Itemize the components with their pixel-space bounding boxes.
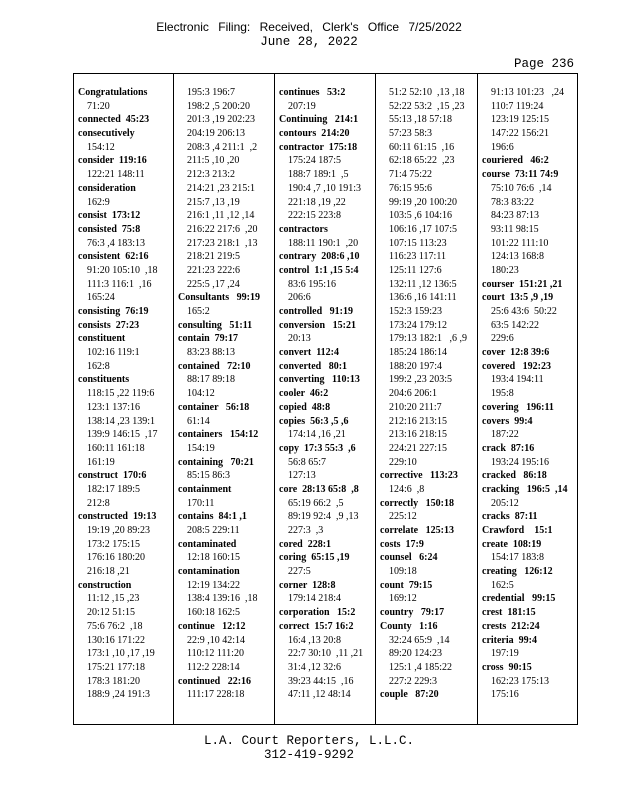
index-term: covered 192:23 [482,360,551,372]
index-page-refs: 127:13 [288,470,316,482]
index-term: copied 48:8 [279,401,331,413]
index-term: credential 99:15 [482,593,556,605]
index-page-refs: 179:13 182:1 ,6 ,9 [389,333,468,345]
index-page-refs: 89:20 124:23 [389,648,443,660]
index-page-refs: 78:3 83:22 [491,196,535,208]
index-page-refs: 76:3 ,4 183:13 [87,237,146,249]
index-page-refs: 169:12 [389,593,417,605]
index-page-refs: 165:24 [87,292,115,304]
index-page-refs: 138:4 139:16 ,18 [187,593,258,605]
index-page-refs: 179:14 218:4 [288,593,342,605]
index-term: contaminated [178,538,237,550]
index-page-refs: 229:10 [389,456,417,468]
index-page-refs: 227:5 [288,566,311,578]
index-page-refs: 104:12 [187,388,215,400]
index-term: consist 173:12 [78,210,141,222]
index-page-refs: 20:12 51:15 [87,607,136,619]
index-page-refs: 206:6 [288,292,311,304]
index-page-refs: 39:23 44:15 ,16 [288,675,354,687]
index-term: contractors [279,223,328,235]
index-page-refs: 174:14 ,16 ,21 [288,429,346,441]
index-page-refs: 88:17 89:18 [187,374,236,386]
index-page-refs: 32:24 65:9 ,14 [389,634,450,646]
index-term: cross 90:15 [482,661,532,673]
reporter-name: L.A. Court Reporters, L.L.C. [203,734,415,748]
index-term: core 28:13 65:8 ,8 [279,483,359,495]
index-page-refs: 22:7 30:10 ,11 ,21 [288,648,364,660]
index-page-refs: 176:16 180:20 [87,552,146,564]
index-page-refs: 162:8 [87,360,110,372]
index-page-refs: 147:22 156:21 [491,128,550,140]
index-page-refs: 116:23 117:11 [389,251,446,263]
index-term: corrective 113:23 [380,470,458,482]
index-page-refs: 175:16 [491,689,519,701]
index-term: contrary 208:6 ,10 [279,251,360,263]
index-term: constituent [78,333,126,345]
index-page-refs: 218:21 219:5 [187,251,241,263]
index-page-refs: 221:18 ,19 ,22 [288,196,346,208]
index-page-refs: 213:16 218:15 [389,429,448,441]
index-page-refs: 187:22 [491,429,519,441]
index-page-refs: 204:6 206:1 [389,388,438,400]
index-term: continued 22:16 [178,675,252,687]
index-term: corner 128:8 [279,579,336,591]
index-page-refs: 125:1 ,4 185:22 [389,661,453,673]
index-column-5 [478,74,579,724]
deposition-date: June 28, 2022 [260,35,358,49]
reporter-footer [0,734,618,762]
index-page-refs: 12:18 160:15 [187,552,241,564]
index-page-refs: 111:3 116:1 ,16 [87,278,152,290]
index-term: cover 12:8 39:6 [482,347,550,359]
index-page-refs: 210:20 211:7 [389,401,442,413]
index-page-refs: 215:7 ,13 ,19 [187,196,240,208]
index-term: consecutively [78,128,135,140]
index-column-3 [275,74,376,724]
index-term: course 73:11 74:9 [482,169,559,181]
index-page-refs: 106:16 ,17 107:5 [389,223,458,235]
index-term: country 79:17 [380,607,445,619]
index-page-refs: 84:23 87:13 [491,210,540,222]
index-term: constructed 19:13 [78,511,157,523]
index-term: continue 12:12 [178,620,246,632]
index-term: courser 151:21 ,21 [482,278,563,290]
index-term: contain 79:17 [178,333,238,345]
index-page-refs: 195:8 [491,388,514,400]
index-page-refs: 61:14 [187,415,210,427]
index-page-refs: 51:2 52:10 ,13 ,18 [389,87,465,98]
index-page-refs: 201:3 ,19 202:23 [187,114,256,126]
index-page-refs: 198:2 ,5 200:20 [187,100,251,112]
index-page-refs: 110:7 119:24 [491,100,544,112]
index-page-refs: 132:11 ,12 136:5 [389,278,457,290]
index-page-refs: 83:6 195:16 [288,278,337,290]
index-page-refs: 101:22 111:10 [491,237,549,249]
index-term: converting 110:13 [279,374,360,386]
index-page-refs: 19:19 ,20 89:23 [87,525,151,536]
index-page-refs: 162:5 [491,579,514,591]
index-page-refs: 162:23 175:13 [491,675,550,687]
index-term: covering 196:11 [482,401,554,413]
index-column-1 [74,74,174,724]
index-page-refs: 91:13 101:23 ,24 [491,87,565,98]
index-page-refs: 212:16 213:15 [389,415,448,427]
index-page-refs: 154:19 [187,442,215,454]
index-term: converted 80:1 [279,360,348,372]
page-number: Page 236 [513,57,574,71]
index-page-refs: 211:5 ,10 ,20 [187,155,240,167]
index-term: containers 154:12 [178,429,259,441]
index-term: counsel 6:24 [380,552,438,564]
index-page-refs: 71:4 75:22 [389,169,433,181]
index-page-refs: 225:5 ,17 ,24 [187,278,240,290]
index-page-refs: 62:18 65:22 ,23 [389,155,455,167]
index-page-refs: 138:14 ,23 139:1 [87,415,156,427]
index-page-refs: 31:4 ,12 32:6 [288,661,342,673]
index-page-refs: 55:13 ,18 57:18 [389,114,453,126]
index-term: containment [178,483,232,495]
index-term: Crawford 15:1 [482,525,553,536]
index-page-refs: 22:9 ,10 42:14 [187,634,246,646]
index-page-refs: 112:2 228:14 [187,661,240,673]
index-page-refs: 162:9 [87,196,110,208]
index-term: creating 126:12 [482,566,553,578]
index-page-refs: 208:3 ,4 211:1 ,2 [187,141,258,153]
index-term: container 56:18 [178,401,250,413]
index-page-refs: 196:6 [491,141,514,153]
index-term: contours 214:20 [279,128,350,140]
index-page-refs: 60:11 61:15 ,16 [389,141,455,153]
index-column-4 [376,74,478,724]
index-page-refs: 107:15 113:23 [389,237,447,249]
index-term: contractor 175:18 [279,141,358,153]
index-term: constituents [78,374,130,386]
index-page-refs: 175:24 187:5 [288,155,342,167]
index-page-refs: 160:18 162:5 [187,607,241,619]
index-page-refs: 185:24 186:14 [389,347,448,359]
index-page-refs: 130:16 171:22 [87,634,146,646]
index-term: consisting 76:19 [78,306,149,317]
index-term: Consultants 99:19 [178,292,260,304]
index-page-refs: 99:19 ,20 100:20 [389,196,458,208]
index-page-refs: 207:19 [288,100,316,112]
index-page-refs: 173:2 175:15 [87,538,141,550]
index-page-refs: 214:21 ,23 215:1 [187,182,256,194]
index-term: contains 84:1 ,1 [178,511,247,523]
index-term: consideration [78,182,136,194]
index-page-refs: 20:13 [288,333,311,345]
index-term: Congratulations [78,87,148,98]
index-term: crests 212:24 [482,620,540,632]
index-page-refs: 152:3 159:23 [389,306,443,317]
index-page-refs: 216:1 ,11 ,12 ,14 [187,210,255,222]
index-term: Continuing 214:1 [279,114,359,126]
index-term: County 1:16 [380,620,438,632]
index-page-refs: 212:8 [87,497,110,509]
index-page-refs: 205:12 [491,497,519,509]
index-term: couriered 46:2 [482,155,549,167]
index-page-refs: 102:16 119:1 [87,347,140,359]
index-term: criteria 99:4 [482,634,537,646]
index-page-refs: 160:11 161:18 [87,442,145,454]
index-term: contained 72:10 [178,360,251,372]
index-page-refs: 12:19 134:22 [187,579,241,591]
word-index-table [73,73,578,725]
index-page-refs: 63:5 142:22 [491,319,540,331]
index-page-refs: 227:3 ,3 [288,525,324,536]
index-page-refs: 111:17 228:18 [187,689,245,701]
index-page-refs: 175:21 177:18 [87,661,146,673]
index-page-refs: 182:17 189:5 [87,483,141,495]
index-page-refs: 89:19 92:4 ,9 ,13 [288,511,359,523]
index-term: convert 112:4 [279,347,339,359]
index-page-refs: 222:15 223:8 [288,210,342,222]
index-term: costs 17:9 [380,538,424,550]
index-page-refs: 75:6 76:2 ,18 [87,620,143,632]
index-page-refs: 193:4 194:11 [491,374,544,386]
index-term: corporation 15:2 [279,607,356,619]
index-page-refs: 197:19 [491,648,519,660]
index-term: copies 56:3 ,5 ,6 [279,415,349,427]
index-term: coring 65:15 ,19 [279,552,350,564]
index-term: create 108:19 [482,538,542,550]
index-page-refs: 170:11 [187,497,215,509]
index-page-refs: 225:12 [389,511,417,523]
index-page-refs: 85:15 86:3 [187,470,231,482]
index-term: cooler 46:2 [279,388,329,400]
index-page-refs: 227:2 229:3 [389,675,438,687]
index-page-refs: 122:21 148:11 [87,169,145,181]
index-page-refs: 109:18 [389,566,417,578]
index-term: conversion 15:21 [279,319,356,331]
index-term: consulting 51:11 [178,319,253,331]
index-page-refs: 173:24 179:12 [389,319,448,331]
index-term: consistent 62:16 [78,251,149,263]
index-page-refs: 75:10 76:6 ,14 [491,182,552,194]
reporter-phone: 312-419-9292 [263,748,354,762]
index-page-refs: 188:20 197:4 [389,360,443,372]
index-page-refs: 16:4 ,13 20:8 [288,634,342,646]
index-term: continues 53:2 [279,87,346,98]
index-term: consisted 75:8 [78,223,141,235]
index-term: construct 170:6 [78,470,147,482]
index-term: copy 17:3 55:3 ,6 [279,442,356,454]
index-page-refs: 93:11 98:15 [491,223,539,235]
index-page-refs: 161:19 [87,456,115,468]
index-page-refs: 229:6 [491,333,514,345]
index-page-refs: 221:23 222:6 [187,264,241,276]
index-term: cracking 196:5 ,14 [482,483,568,495]
index-page-refs: 123:1 137:16 [87,401,141,413]
filing-stamp-line: Electronic Filing: Received, Clerk's Office 7/25/2022 [156,20,462,34]
index-page-refs: 56:8 65:7 [288,456,327,468]
index-term: cracked 86:18 [482,470,547,482]
index-page-refs: 216:18 ,21 [87,566,130,578]
index-page-refs: 224:21 227:15 [389,442,448,454]
index-page-refs: 76:15 95:6 [389,182,433,194]
index-term: cored 228:1 [279,538,332,550]
index-page-refs: 188:11 190:1 ,20 [288,237,359,249]
index-term: court 13:5 ,9 ,19 [482,292,554,304]
index-term: correctly 150:18 [380,497,454,509]
index-page-refs: 136:6 ,16 141:11 [389,292,457,304]
index-page-refs: 103:5 ,6 104:16 [389,210,453,222]
index-page-refs: 193:24 195:16 [491,456,550,468]
index-term: containing 70:21 [178,456,254,468]
index-page-refs: 216:22 217:6 ,20 [187,223,258,235]
index-page-refs: 125:11 127:6 [389,264,442,276]
index-page-refs: 154:12 [87,141,115,153]
index-page-refs: 204:19 206:13 [187,128,246,140]
index-term: correct 15:7 16:2 [279,620,354,632]
index-page-refs: 124:13 168:8 [491,251,545,263]
index-page-refs: 154:17 183:8 [491,552,545,564]
index-page-refs: 139:9 146:15 ,17 [87,429,158,441]
index-term: connected 45:23 [78,114,150,126]
index-term: correlate 125:13 [380,525,454,536]
index-term: consider 119:16 [78,155,147,167]
index-page-refs: 52:22 53:2 ,15 ,23 [389,100,465,112]
index-column-2 [174,74,275,724]
index-page-refs: 199:2 ,23 203:5 [389,374,453,386]
index-page-refs: 11:12 ,15 ,23 [87,593,140,605]
index-page-refs: 83:23 88:13 [187,347,236,359]
index-term: couple 87:20 [380,689,439,701]
index-page-refs: 188:7 189:1 ,5 [288,169,349,181]
index-page-refs: 188:9 ,24 191:3 [87,689,151,701]
index-page-refs: 178:3 181:20 [87,675,141,687]
index-page-refs: 118:15 ,22 119:6 [87,388,155,400]
index-page-refs: 91:20 105:10 ,18 [87,264,158,276]
index-term: construction [78,579,132,591]
index-term: count 79:15 [380,579,433,591]
index-page-refs: 25:6 43:6 50:22 [491,306,557,317]
index-term: cracks 87:11 [482,511,538,523]
index-term: control 1:1 ,15 5:4 [279,264,359,276]
index-term: covers 99:4 [482,415,533,427]
index-page-refs: 65:19 66:2 ,5 [288,497,344,509]
index-term: crest 181:15 [482,607,536,619]
index-page-refs: 110:12 111:20 [187,648,244,660]
index-page-refs: 71:20 [87,100,110,112]
index-page-refs: 173:1 ,10 ,17 ,19 [87,648,155,660]
index-page-refs: 124:6 ,8 [389,483,425,495]
index-page-refs: 195:3 196:7 [187,87,236,98]
index-page-refs: 180:23 [491,264,519,276]
index-page-refs: 165:2 [187,306,210,317]
index-page-refs: 208:5 229:11 [187,525,240,536]
index-page-refs: 190:4 ,7 ,10 191:3 [288,182,362,194]
index-term: crack 87:16 [482,442,535,454]
index-page-refs: 123:19 125:15 [491,114,550,126]
index-page-refs: 212:3 213:2 [187,169,236,181]
index-page-refs: 57:23 58:3 [389,128,433,140]
index-page-refs: 217:23 218:1 ,13 [187,237,258,249]
index-page-refs: 47:11 ,12 48:14 [288,689,351,701]
index-term: consists 27:23 [78,319,140,331]
index-term: controlled 91:19 [279,306,353,317]
index-term: contamination [178,566,240,578]
